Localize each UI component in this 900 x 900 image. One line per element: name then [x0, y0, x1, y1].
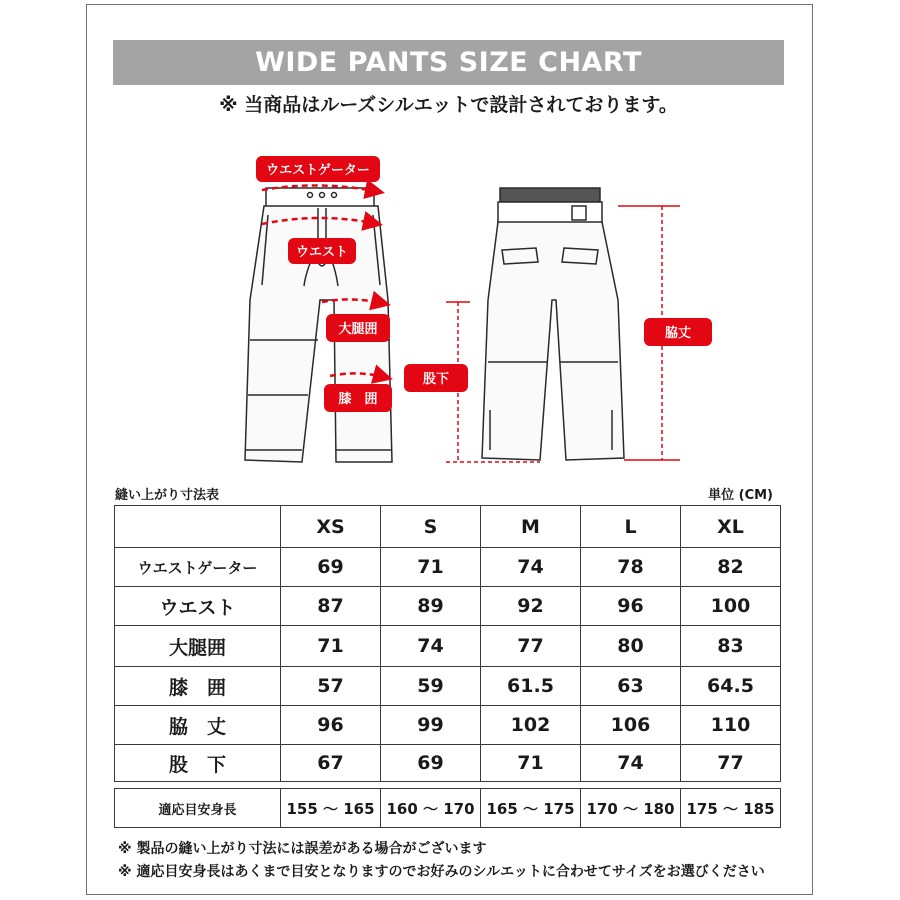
cell-value: 71 — [381, 548, 481, 587]
cell-value: 63 — [581, 667, 681, 706]
row-label: 股 下 — [115, 745, 281, 782]
table-row — [115, 548, 781, 587]
cell-value: 69 — [381, 745, 481, 782]
cell-value: 77 — [481, 626, 581, 667]
table-row-height — [115, 789, 781, 828]
cell-value: 57 — [281, 667, 381, 706]
table-header-row — [115, 506, 781, 548]
cell-value: 82 — [681, 548, 781, 587]
cell-value: 96 — [281, 706, 381, 745]
cell-value: 170 ～ 180 — [581, 789, 681, 828]
cell-value: 80 — [581, 626, 681, 667]
cell-value: 165 ～ 175 — [481, 789, 581, 828]
label-thigh — [326, 314, 390, 342]
footnote: ※ 適応目安身長はあくまで目安となりますのでお好みのシルエットに合わせてサイズをお選びください — [118, 864, 765, 880]
cell-value: 89 — [381, 587, 481, 626]
cell-value: 71 — [481, 745, 581, 782]
label-inseam — [404, 364, 468, 392]
svg-text:膝 囲: 膝 囲 — [338, 392, 378, 407]
table-row — [115, 706, 781, 745]
back-pants-drawing — [482, 188, 624, 460]
row-label: 大腿囲 — [115, 626, 281, 667]
unit-caption: 単位 (CM) — [708, 488, 773, 503]
svg-text:ウエスト: ウエスト — [295, 245, 349, 260]
table-row — [115, 667, 781, 706]
cell-value: 175 ～ 185 — [681, 789, 781, 828]
cell-value: 64.5 — [681, 667, 781, 706]
size-header: L — [581, 506, 681, 548]
size-header: S — [381, 506, 481, 548]
svg-text:大腿囲: 大腿囲 — [338, 322, 378, 337]
row-label: 脇 丈 — [115, 706, 281, 745]
label-waist — [288, 238, 356, 264]
row-label: ウエスト — [115, 587, 281, 626]
cell-value: 74 — [381, 626, 481, 667]
cell-value: 77 — [681, 745, 781, 782]
table-caption: 縫い上がり寸法表 — [115, 488, 220, 503]
corner-cell — [115, 506, 281, 548]
cell-value: 100 — [681, 587, 781, 626]
row-label: 適応目安身長 — [115, 789, 281, 828]
cell-value: 155 ～ 165 — [281, 789, 381, 828]
size-header: M — [481, 506, 581, 548]
svg-text:股下: 股下 — [422, 372, 450, 387]
row-label: ウエストゲーター — [115, 548, 281, 587]
cell-value: 67 — [281, 745, 381, 782]
table-row — [115, 626, 781, 667]
cell-value: 160 ～ 170 — [381, 789, 481, 828]
cell-value: 92 — [481, 587, 581, 626]
cell-value: 83 — [681, 626, 781, 667]
cell-value: 102 — [481, 706, 581, 745]
cell-value: 74 — [581, 745, 681, 782]
size-header: XL — [681, 506, 781, 548]
cell-value: 110 — [681, 706, 781, 745]
svg-text:脇丈: 脇丈 — [664, 326, 692, 341]
subtitle-note: ※ 当商品はルーズシルエットで設計されております。 — [219, 94, 678, 116]
row-label: 膝 囲 — [115, 667, 281, 706]
table-row — [115, 587, 781, 626]
size-table — [114, 505, 781, 828]
cell-value: 96 — [581, 587, 681, 626]
table-gap-row — [115, 782, 781, 789]
cell-value: 61.5 — [481, 667, 581, 706]
label-knee — [324, 384, 392, 412]
footnote: ※ 製品の縫い上がり寸法には誤差がある場合がございます — [118, 841, 487, 857]
label-outseam — [644, 318, 712, 346]
svg-text:ウエストゲーター: ウエストゲーター — [266, 163, 370, 178]
size-header: XS — [281, 506, 381, 548]
cell-value: 59 — [381, 667, 481, 706]
label-waist-gaiter — [256, 156, 380, 182]
cell-value: 87 — [281, 587, 381, 626]
page-title: WIDE PANTS SIZE CHART — [113, 40, 784, 85]
cell-value: 78 — [581, 548, 681, 587]
cell-value: 74 — [481, 548, 581, 587]
cell-value: 106 — [581, 706, 681, 745]
cell-value: 69 — [281, 548, 381, 587]
cell-value: 71 — [281, 626, 381, 667]
cell-value: 99 — [381, 706, 481, 745]
table-row — [115, 745, 781, 782]
